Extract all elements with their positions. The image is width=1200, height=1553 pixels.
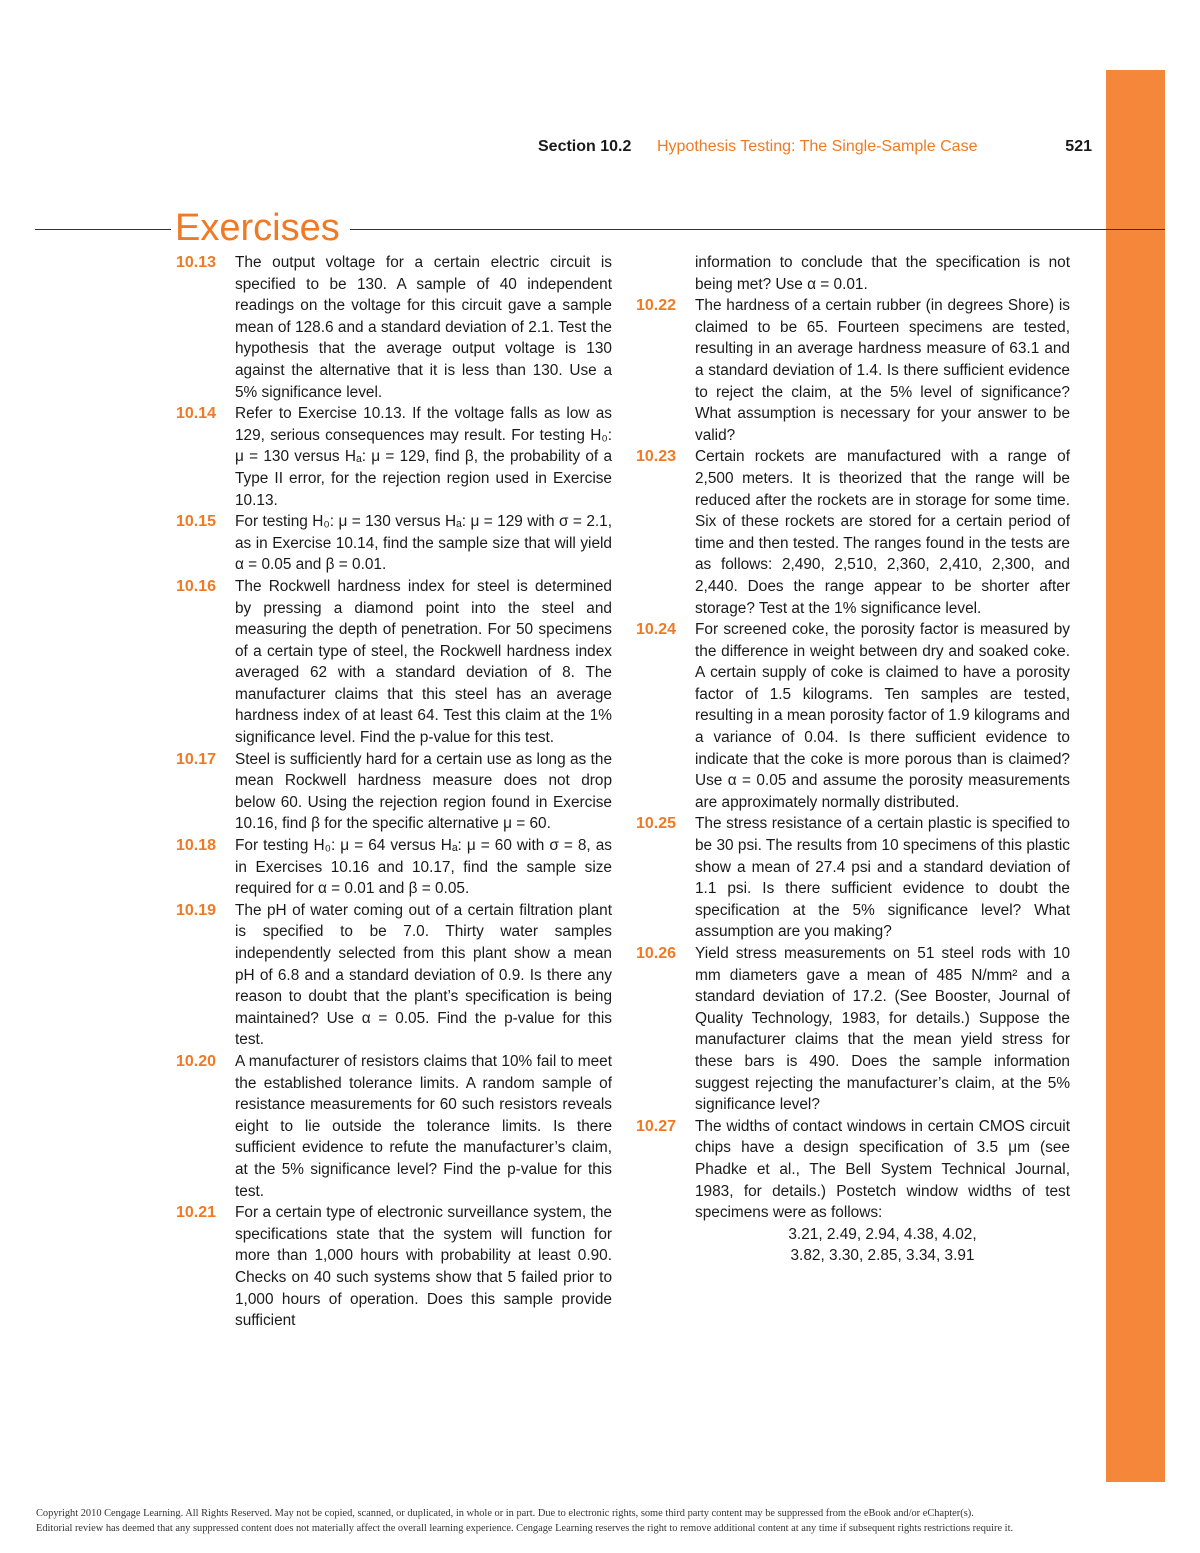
exercise-text: The output voltage for a certain electric circuit is specified to be 130. A sample of 40 independent readings on the voltage for this circuit gave a sample mean of 128.6 and a standard deviation of 2.1. Test the hypothesis that the average output voltage is 130 against the alternative that it is less than 130. Use a 5% significance level. (235, 254, 612, 401)
data-values (636, 1224, 1070, 1267)
exercise-item (176, 749, 612, 835)
right-column (636, 252, 1070, 1267)
exercise-item (176, 900, 612, 1051)
section-title: Hypothesis Testing: The Single-Sample Case (657, 138, 978, 155)
exercise-number: 10.21 (176, 1204, 217, 1222)
exercise-item (636, 446, 1070, 619)
heading-rule-right (350, 229, 1165, 230)
exercise-item (636, 295, 1070, 446)
exercise-text: For testing H₀: μ = 64 versus Hₐ: μ = 60 with σ = 8, as in Exercises 10.16 and 10.17, find the sample size required for α = 0.01 and β = 0.05. (235, 837, 612, 898)
exercise-text: For screened coke, the porosity factor is measured by the difference in weight between dry and soaked coke. A certain supply of coke is claimed to have a porosity factor of 1.5 kilograms. Ten samples are tested, resulting in a mean porosity factor of 1.9 kilograms and a variance of 0.04. Is there sufficient evidence to indicate that the coke is more porous than is claimed? Use α = 0.05 and assume the porosity measurements are approximately normally distributed. (695, 621, 1070, 811)
footer-line: Editorial review has deemed that any suppressed content does not materially affect the overall learning experience. Cengage Learning reserves the right to remove additional content at any time if subsequent rights restrictions require it. (36, 1523, 1014, 1534)
exercise-text: information to conclude that the specification is not being met? Use α = 0.01. (695, 254, 1070, 293)
exercise-number: 10.20 (176, 1052, 217, 1070)
exercise-number: 10.22 (636, 297, 677, 315)
exercise-item (176, 1051, 612, 1202)
exercise-text: Yield stress measurements on 51 steel rods with 10 mm diameters gave a mean of 485 N/mm² and a standard deviation of 17.2. (See Booster, Journal of Quality Technology, 1983, for details.) Suppose the manufacturer claims that the mean yield stress for these bars is 490. Does the sample information suggest rejecting the manufacturer’s claim, at the 5% significance level? (695, 945, 1070, 1114)
exercise-item (636, 1116, 1070, 1224)
exercise-item (176, 1202, 612, 1332)
exercise-text: The widths of contact windows in certain CMOS circuit chips have a design specification of 3.5 μm (see Phadke et al., The Bell System Technical Journal, 1983, for details.) Postetch window widths of test specimens were as follows: (695, 1117, 1070, 1222)
copyright-footer (36, 1506, 1161, 1536)
exercise-number: 10.26 (636, 945, 677, 962)
exercise-number: 10.24 (636, 621, 677, 639)
exercise-item (176, 511, 612, 576)
exercise-number: 10.17 (176, 750, 217, 768)
exercise-item (176, 252, 612, 403)
exercise-text: Steel is sufficiently hard for a certain use as long as the mean Rockwell hardness measure does not drop below 60. Using the rejection region found in Exercise 10.16, find β for the specific alternative μ = 60. (235, 750, 612, 833)
exercise-text: A manufacturer of resistors claims that 10% fail to meet the established tolerance limits. A random sample of resistance measurements for 60 such resistors reveals eight to lie outside the tolerance limits. Is there sufficient evidence to refute the manufacturer’s claim, at the 5% significance level? Find the p-value for this test. (235, 1052, 612, 1200)
exercise-number: 10.27 (636, 1117, 677, 1135)
exercise-text: The stress resistance of a certain plastic is specified to be 30 psi. The results from 10 specimens of this plastic show a mean of 27.4 psi and a standard deviation of 1.1 psi. Is there sufficient evidence to doubt the specification at the 5% significance level? What assumption are you making? (695, 815, 1070, 941)
data-line: 3.82, 3.30, 2.85, 3.34, 3.91 (790, 1247, 975, 1265)
heading-rule-left (35, 229, 171, 230)
orange-side-tab (1106, 70, 1165, 1482)
exercise-item (176, 576, 612, 749)
running-head (480, 138, 1092, 160)
exercise-number: 10.25 (636, 815, 677, 833)
exercise-text: For a certain type of electronic surveillance system, the specifications state that the system will function for more than 1,000 hours with probability at least 0.90. Checks on 40 such systems show that 5 failed prior to 1,000 hours of operation. Does this sample provide sufficient (235, 1204, 612, 1330)
exercise-number: 10.23 (636, 448, 677, 466)
exercise-item (176, 835, 612, 900)
page-number: 521 (1065, 138, 1092, 155)
exercise-text: Refer to Exercise 10.13. If the voltage falls as low as 129, serious consequences may result. For testing H₀: μ = 130 versus Hₐ: μ = 129, find β, the probability of a Type II error, for the rejection region used in Exercise 10.13. (235, 405, 612, 509)
exercise-text: Certain rockets are manufactured with a range of 2,500 meters. It is theorized that the range will be reduced after the rockets are in storage for some time. Six of these rockets are stored for a certain period of time and then tested. The ranges found in the tests are as follows: 2,490, 2,510, 2,360, 2,410, 2,300, and 2,440. Does the range appear to be shorter after storage? Test at the 1% significance level. (695, 448, 1070, 617)
exercise-number: 10.16 (176, 577, 217, 595)
exercise-text: The pH of water coming out of a certain filtration plant is specified to be 7.0. Thirty water samples independently selected from this plant show a mean pH of 6.8 and a standard deviation of 0.9. Is there any reason to doubt that the plant’s specification is being maintained? Use α = 0.05. Find the p-value for this test. (235, 901, 612, 1049)
exercise-text: The Rockwell hardness index for steel is determined by pressing a diamond point into the steel and measuring the depth of penetration. For 50 specimens of a certain type of steel, the Rockwell hardness index averaged 62 with a standard deviation of 8. The manufacturer claims that this steel has an average hardness index of at least 64. Test this claim at the 1% significance level. Find the p-value for this test. (235, 577, 612, 747)
exercise-number: 10.13 (176, 254, 217, 271)
exercise-number: 10.19 (176, 901, 217, 919)
exercise-item (636, 943, 1070, 1116)
data-line: 3.21, 2.49, 2.94, 4.38, 4.02, (788, 1225, 977, 1243)
exercise-continuation (636, 252, 1070, 295)
footer-line: Copyright 2010 Cengage Learning. All Rights Reserved. May not be copied, scanned, or duplicated, in whole or in part. Due to electronic rights, some third party content may be suppressed from the eBook and/or eChapter(s). (36, 1508, 974, 1519)
exercise-number: 10.15 (176, 513, 217, 531)
section-label: Section 10.2 (538, 138, 632, 155)
exercise-text: The hardness of a certain rubber (in degrees Shore) is claimed to be 65. Fourteen specimens are tested, resulting in an average hardness measure of 63.1 and a standard deviation of 1.4. Is there sufficient evidence to reject the claim, at the 5% level of significance? What assumption is necessary for your answer to be valid? (695, 297, 1070, 444)
exercise-item (636, 813, 1070, 943)
exercise-number: 10.14 (176, 405, 217, 423)
exercises-heading: Exercises (175, 207, 340, 249)
exercise-item (636, 619, 1070, 813)
exercise-text: For testing H₀: μ = 130 versus Hₐ: μ = 129 with σ = 2.1, as in Exercise 10.14, find the sample size that will yield α = 0.05 and β = 0.01. (235, 513, 612, 574)
exercise-number: 10.18 (176, 837, 217, 855)
left-column (176, 252, 612, 1332)
exercise-item (176, 403, 612, 511)
